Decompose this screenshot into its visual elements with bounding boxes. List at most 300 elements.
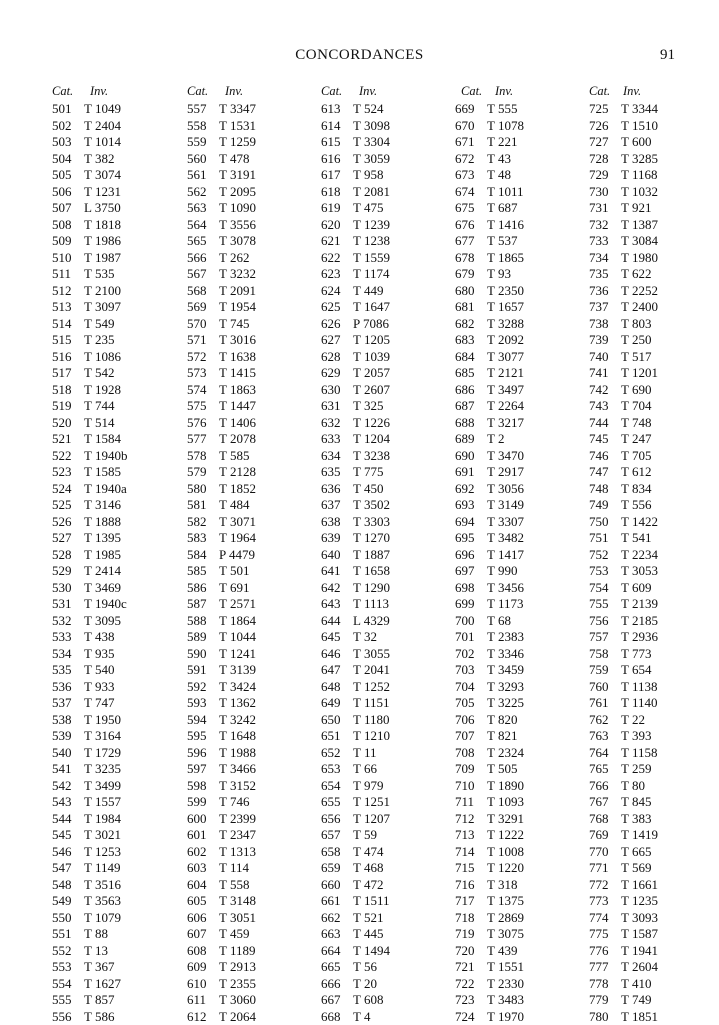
- inv-number: T 1220: [487, 860, 524, 877]
- inv-number: L 4329: [353, 613, 390, 630]
- cat-number: 563: [187, 200, 207, 217]
- inv-number: T 3056: [487, 481, 524, 498]
- inv-number: T 608: [353, 992, 383, 1009]
- cat-number: 540: [52, 745, 72, 762]
- inv-number: T 1941: [621, 943, 658, 960]
- cat-number: 533: [52, 629, 72, 646]
- inv-number: T 3502: [353, 497, 390, 514]
- cat-number: 659: [321, 860, 341, 877]
- cat-number: 631: [321, 398, 341, 415]
- cat-number: 665: [321, 959, 341, 976]
- cat-number: 615: [321, 134, 341, 151]
- cat-number: 529: [52, 563, 72, 580]
- inv-number: T 3482: [487, 530, 524, 547]
- cat-number: 773: [589, 893, 609, 910]
- cat-number: 735: [589, 266, 609, 283]
- inv-number: T 2185: [621, 613, 658, 630]
- inv-number: T 1086: [84, 349, 121, 366]
- inv-number: T 542: [84, 365, 114, 382]
- cat-number: 657: [321, 827, 341, 844]
- inv-number: T 2041: [353, 662, 390, 679]
- inv-number: T 3053: [621, 563, 658, 580]
- inv-header: Inv.: [90, 84, 108, 99]
- cat-number: 670: [455, 118, 475, 135]
- inv-number: T 1964: [219, 530, 256, 547]
- cat-number: 646: [321, 646, 341, 663]
- inv-number: T 1864: [219, 613, 256, 630]
- cat-number: 592: [187, 679, 207, 696]
- cat-number: 652: [321, 745, 341, 762]
- cat-number: 610: [187, 976, 207, 993]
- cat-number: 763: [589, 728, 609, 745]
- inv-number: T 820: [487, 712, 517, 729]
- inv-number: T 1251: [353, 794, 390, 811]
- inv-number: T 1078: [487, 118, 524, 135]
- cat-number: 555: [52, 992, 72, 1009]
- cat-number: 585: [187, 563, 207, 580]
- cat-number: 774: [589, 910, 609, 927]
- cat-number: 629: [321, 365, 341, 382]
- cat-number: 561: [187, 167, 207, 184]
- inv-number: T 1259: [219, 134, 256, 151]
- inv-number: T 1551: [487, 959, 524, 976]
- inv-number: T 325: [353, 398, 383, 415]
- cat-number: 653: [321, 761, 341, 778]
- inv-number: T 262: [219, 250, 249, 267]
- inv-number: T 3095: [84, 613, 121, 630]
- cat-number: 601: [187, 827, 207, 844]
- inv-number: T 1587: [621, 926, 658, 943]
- inv-number: T 933: [84, 679, 114, 696]
- inv-number: T 3059: [353, 151, 390, 168]
- cat-number: 693: [455, 497, 475, 514]
- cat-number: 609: [187, 959, 207, 976]
- inv-number: T 1865: [487, 250, 524, 267]
- inv-number: T 1559: [353, 250, 390, 267]
- cat-number: 548: [52, 877, 72, 894]
- inv-number: T 1044: [219, 629, 256, 646]
- inv-number: T 1940c: [84, 596, 127, 613]
- inv-number: T 2350: [487, 283, 524, 300]
- cat-number: 507: [52, 200, 72, 217]
- inv-number: T 59: [353, 827, 377, 844]
- cat-number: 770: [589, 844, 609, 861]
- cat-number: 543: [52, 794, 72, 811]
- cat-number: 750: [589, 514, 609, 531]
- inv-number: T 1510: [621, 118, 658, 135]
- inv-number: T 1584: [84, 431, 121, 448]
- cat-number: 687: [455, 398, 475, 415]
- inv-number: T 3075: [487, 926, 524, 943]
- inv-number: T 705: [621, 448, 651, 465]
- inv-number: T 1270: [353, 530, 390, 547]
- inv-number: T 979: [353, 778, 383, 795]
- cat-number: 558: [187, 118, 207, 135]
- cat-number: 729: [589, 167, 609, 184]
- cat-number: 677: [455, 233, 475, 250]
- cat-number: 589: [187, 629, 207, 646]
- inv-number: T 1362: [219, 695, 256, 712]
- inv-number: T 3060: [219, 992, 256, 1009]
- cat-number: 516: [52, 349, 72, 366]
- cat-number: 760: [589, 679, 609, 696]
- inv-number: T 393: [621, 728, 651, 745]
- inv-number: T 3097: [84, 299, 121, 316]
- inv-number: T 2330: [487, 976, 524, 993]
- cat-number: 765: [589, 761, 609, 778]
- cat-number: 764: [589, 745, 609, 762]
- cat-number: 697: [455, 563, 475, 580]
- inv-number: T 3346: [487, 646, 524, 663]
- cat-number: 752: [589, 547, 609, 564]
- inv-number: T 747: [84, 695, 114, 712]
- inv-number: T 990: [487, 563, 517, 580]
- inv-number: T 68: [487, 613, 511, 630]
- inv-number: T 2264: [487, 398, 524, 415]
- inv-number: T 1852: [219, 481, 256, 498]
- cat-number: 523: [52, 464, 72, 481]
- inv-number: T 2095: [219, 184, 256, 201]
- cat-number: 611: [187, 992, 206, 1009]
- cat-number: 688: [455, 415, 475, 432]
- inv-number: T 1113: [353, 596, 389, 613]
- inv-number: T 259: [621, 761, 651, 778]
- cat-number: 545: [52, 827, 72, 844]
- inv-number: T 3217: [487, 415, 524, 432]
- inv-number: T 1658: [353, 563, 390, 580]
- cat-number: 626: [321, 316, 341, 333]
- cat-number: 718: [455, 910, 475, 927]
- cat-number: 746: [589, 448, 609, 465]
- inv-number: T 1204: [353, 431, 390, 448]
- inv-number: T 438: [84, 629, 114, 646]
- inv-number: T 1585: [84, 464, 121, 481]
- inv-number: T 20: [353, 976, 377, 993]
- cat-number: 559: [187, 134, 207, 151]
- inv-number: T 1494: [353, 943, 390, 960]
- cat-number: 628: [321, 349, 341, 366]
- cat-number: 734: [589, 250, 609, 267]
- inv-number: T 834: [621, 481, 651, 498]
- inv-number: T 2252: [621, 283, 658, 300]
- inv-number: T 3459: [487, 662, 524, 679]
- cat-number: 638: [321, 514, 341, 531]
- inv-number: T 541: [621, 530, 651, 547]
- cat-number: 768: [589, 811, 609, 828]
- inv-number: T 2100: [84, 283, 121, 300]
- cat-number: 566: [187, 250, 207, 267]
- cat-number: 705: [455, 695, 475, 712]
- inv-number: T 609: [621, 580, 651, 597]
- inv-number: T 749: [621, 992, 651, 1009]
- inv-number: T 2081: [353, 184, 390, 201]
- cat-number: 625: [321, 299, 341, 316]
- inv-number: T 1887: [353, 547, 390, 564]
- inv-number: T 2057: [353, 365, 390, 382]
- cat-number: 753: [589, 563, 609, 580]
- cat-number: 722: [455, 976, 475, 993]
- inv-number: T 3238: [353, 448, 390, 465]
- cat-number: 640: [321, 547, 341, 564]
- cat-number: 694: [455, 514, 475, 531]
- cat-number: 596: [187, 745, 207, 762]
- cat-number: 577: [187, 431, 207, 448]
- inv-number: T 1954: [219, 299, 256, 316]
- cat-number: 775: [589, 926, 609, 943]
- cat-number: 622: [321, 250, 341, 267]
- inv-number: T 3016: [219, 332, 256, 349]
- cat-number: 556: [52, 1009, 72, 1025]
- inv-number: T 556: [621, 497, 651, 514]
- inv-number: T 1395: [84, 530, 121, 547]
- inv-number: T 1173: [487, 596, 523, 613]
- cat-number: 547: [52, 860, 72, 877]
- inv-number: T 93: [487, 266, 511, 283]
- inv-number: T 1011: [487, 184, 523, 201]
- inv-number: T 1174: [353, 266, 389, 283]
- cat-number: 731: [589, 200, 609, 217]
- cat-number: 591: [187, 662, 207, 679]
- cat-number: 730: [589, 184, 609, 201]
- inv-number: T 367: [84, 959, 114, 976]
- cat-number: 680: [455, 283, 475, 300]
- inv-number: T 3074: [84, 167, 121, 184]
- inv-number: T 3483: [487, 992, 524, 1009]
- cat-number: 777: [589, 959, 609, 976]
- cat-number: 641: [321, 563, 341, 580]
- cat-number: 587: [187, 596, 207, 613]
- cat-number: 568: [187, 283, 207, 300]
- cat-number: 663: [321, 926, 341, 943]
- cat-number: 597: [187, 761, 207, 778]
- page-header: [0, 47, 719, 71]
- inv-number: T 1008: [487, 844, 524, 861]
- inv-number: T 1093: [487, 794, 524, 811]
- inv-number: T 1252: [353, 679, 390, 696]
- inv-number: T 250: [621, 332, 651, 349]
- cat-number: 542: [52, 778, 72, 795]
- inv-number: T 3051: [219, 910, 256, 927]
- cat-number: 541: [52, 761, 72, 778]
- cat-number: 762: [589, 712, 609, 729]
- page-number: 91: [660, 47, 675, 64]
- cat-number: 711: [455, 794, 474, 811]
- cat-number: 518: [52, 382, 72, 399]
- cat-number: 514: [52, 316, 72, 333]
- inv-number: T 585: [219, 448, 249, 465]
- inv-number: T 537: [487, 233, 517, 250]
- inv-number: T 3098: [353, 118, 390, 135]
- cat-number: 669: [455, 101, 475, 118]
- cat-number: 692: [455, 481, 475, 498]
- cat-number: 639: [321, 530, 341, 547]
- inv-number: T 3499: [84, 778, 121, 795]
- inv-number: T 1422: [621, 514, 658, 531]
- inv-number: T 2607: [353, 382, 390, 399]
- cat-number: 719: [455, 926, 475, 943]
- cat-number: 747: [589, 464, 609, 481]
- cat-number: 656: [321, 811, 341, 828]
- cat-number: 564: [187, 217, 207, 234]
- cat-number: 676: [455, 217, 475, 234]
- cat-number: 755: [589, 596, 609, 613]
- inv-number: T 517: [621, 349, 651, 366]
- inv-number: T 745: [219, 316, 249, 333]
- cat-number: 521: [52, 431, 72, 448]
- inv-number: T 1657: [487, 299, 524, 316]
- cat-number: 757: [589, 629, 609, 646]
- cat-number: 691: [455, 464, 475, 481]
- cat-number: 701: [455, 629, 475, 646]
- cat-number: 605: [187, 893, 207, 910]
- inv-number: T 687: [487, 200, 517, 217]
- cat-number: 769: [589, 827, 609, 844]
- cat-number: 647: [321, 662, 341, 679]
- cat-number: 668: [321, 1009, 341, 1025]
- inv-number: T 514: [84, 415, 114, 432]
- cat-number: 716: [455, 877, 475, 894]
- cat-number: 571: [187, 332, 207, 349]
- inv-number: T 2869: [487, 910, 524, 927]
- inv-number: T 1950: [84, 712, 121, 729]
- inv-number: T 3469: [84, 580, 121, 597]
- inv-number: T 3470: [487, 448, 524, 465]
- inv-number: T 3424: [219, 679, 256, 696]
- cat-number: 728: [589, 151, 609, 168]
- inv-number: T 935: [84, 646, 114, 663]
- cat-number: 602: [187, 844, 207, 861]
- cat-number: 557: [187, 101, 207, 118]
- cat-number: 546: [52, 844, 72, 861]
- inv-number: L 3750: [84, 200, 121, 217]
- cat-number: 717: [455, 893, 475, 910]
- cat-number: 614: [321, 118, 341, 135]
- inv-number: T 3516: [84, 877, 121, 894]
- cat-number: 751: [589, 530, 609, 547]
- cat-number: 627: [321, 332, 341, 349]
- cat-number: 776: [589, 943, 609, 960]
- inv-number: T 3307: [487, 514, 524, 531]
- inv-number: T 22: [621, 712, 645, 729]
- inv-header: Inv.: [623, 84, 641, 99]
- inv-number: T 505: [487, 761, 517, 778]
- inv-number: T 13: [84, 943, 108, 960]
- cat-number: 630: [321, 382, 341, 399]
- cat-number: 643: [321, 596, 341, 613]
- cat-number: 584: [187, 547, 207, 564]
- cat-number: 699: [455, 596, 475, 613]
- inv-number: T 318: [487, 877, 517, 894]
- cat-number: 654: [321, 778, 341, 795]
- cat-number: 527: [52, 530, 72, 547]
- inv-number: T 2383: [487, 629, 524, 646]
- cat-number: 515: [52, 332, 72, 349]
- cat-header: Cat.: [52, 84, 73, 99]
- inv-number: T 3556: [219, 217, 256, 234]
- inv-number: T 1032: [621, 184, 658, 201]
- cat-number: 574: [187, 382, 207, 399]
- inv-number: T 56: [353, 959, 377, 976]
- inv-number: T 1226: [353, 415, 390, 432]
- cat-number: 522: [52, 448, 72, 465]
- inv-number: T 748: [621, 415, 651, 432]
- inv-number: T 569: [621, 860, 651, 877]
- cat-number: 595: [187, 728, 207, 745]
- cat-number: 642: [321, 580, 341, 597]
- cat-number: 635: [321, 464, 341, 481]
- inv-number: T 2347: [219, 827, 256, 844]
- cat-number: 535: [52, 662, 72, 679]
- cat-number: 594: [187, 712, 207, 729]
- inv-number: T 1168: [621, 167, 657, 184]
- cat-number: 766: [589, 778, 609, 795]
- inv-number: T 1557: [84, 794, 121, 811]
- cat-number: 526: [52, 514, 72, 531]
- inv-number: T 114: [219, 860, 249, 877]
- cat-number: 664: [321, 943, 341, 960]
- inv-number: T 88: [84, 926, 108, 943]
- inv-number: T 3148: [219, 893, 256, 910]
- inv-number: T 773: [621, 646, 651, 663]
- cat-number: 754: [589, 580, 609, 597]
- inv-number: T 3347: [219, 101, 256, 118]
- cat-number: 538: [52, 712, 72, 729]
- cat-number: 553: [52, 959, 72, 976]
- inv-number: T 3466: [219, 761, 256, 778]
- inv-number: T 3285: [621, 151, 658, 168]
- inv-number: T 1416: [487, 217, 524, 234]
- inv-number: T 586: [84, 1009, 114, 1025]
- inv-number: T 1986: [84, 233, 121, 250]
- inv-number: T 1627: [84, 976, 121, 993]
- inv-number: T 555: [487, 101, 517, 118]
- cat-number: 578: [187, 448, 207, 465]
- inv-number: T 1140: [621, 695, 657, 712]
- inv-number: T 558: [219, 877, 249, 894]
- inv-number: T 1387: [621, 217, 658, 234]
- cat-number: 593: [187, 695, 207, 712]
- inv-number: T 654: [621, 662, 651, 679]
- cat-number: 666: [321, 976, 341, 993]
- inv-number: T 1511: [353, 893, 389, 910]
- cat-number: 741: [589, 365, 609, 382]
- cat-number: 690: [455, 448, 475, 465]
- inv-number: T 445: [353, 926, 383, 943]
- cat-number: 565: [187, 233, 207, 250]
- cat-number: 583: [187, 530, 207, 547]
- inv-number: T 3293: [487, 679, 524, 696]
- cat-number: 703: [455, 662, 475, 679]
- cat-number: 586: [187, 580, 207, 597]
- inv-number: T 468: [353, 860, 383, 877]
- cat-number: 673: [455, 167, 475, 184]
- cat-number: 620: [321, 217, 341, 234]
- cat-number: 758: [589, 646, 609, 663]
- cat-number: 698: [455, 580, 475, 597]
- cat-number: 623: [321, 266, 341, 283]
- inv-number: T 3055: [353, 646, 390, 663]
- inv-number: T 1419: [621, 827, 658, 844]
- inv-number: T 535: [84, 266, 114, 283]
- inv-number: T 1158: [621, 745, 657, 762]
- cat-number: 645: [321, 629, 341, 646]
- inv-number: T 2: [487, 431, 504, 448]
- inv-number: T 32: [353, 629, 377, 646]
- inv-number: T 1661: [621, 877, 658, 894]
- cat-number: 726: [589, 118, 609, 135]
- inv-number: T 1415: [219, 365, 256, 382]
- cat-number: 520: [52, 415, 72, 432]
